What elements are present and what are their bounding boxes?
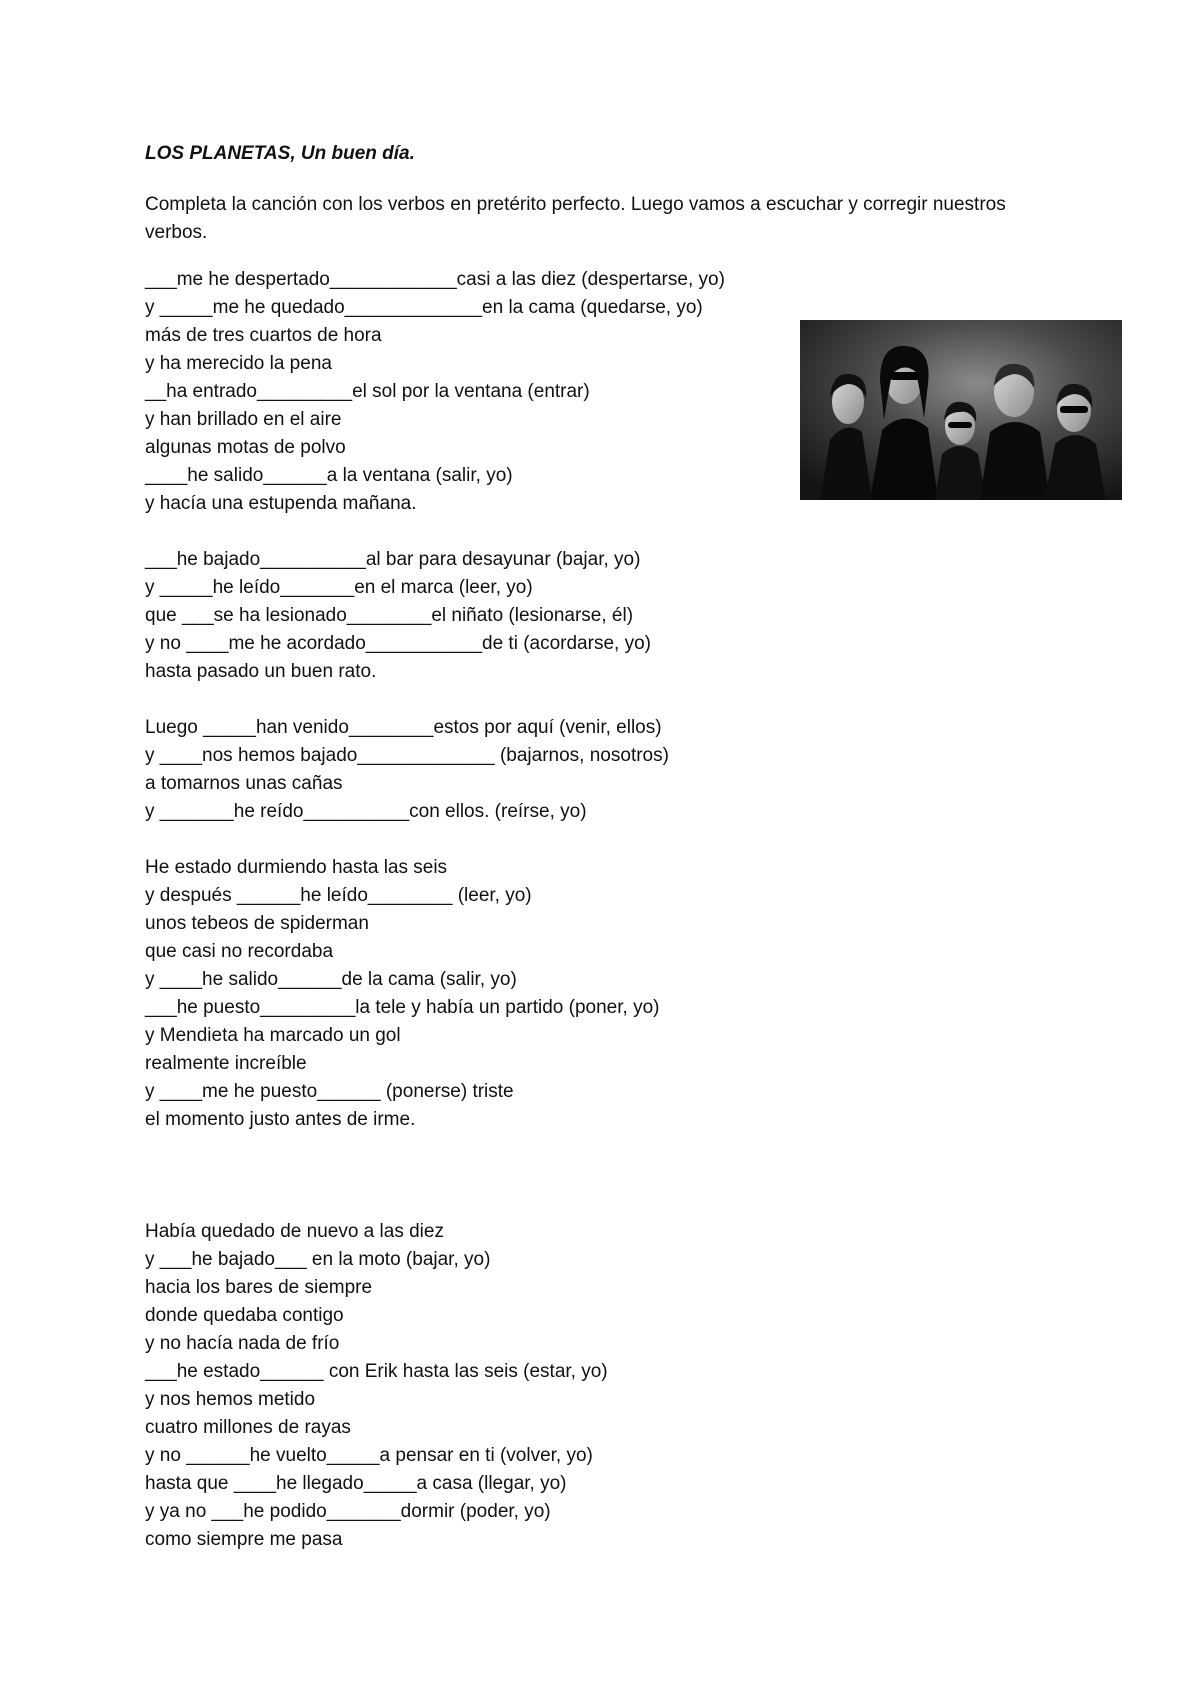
lyric-line: y ____he salido______de la cama (salir, yo) xyxy=(145,969,517,990)
lyric-line: que ___se ha lesionado________el niñato (lesionarse, él) xyxy=(145,605,634,626)
lyric-line: y ___he bajado___ en la moto (bajar, yo) xyxy=(145,1249,491,1270)
lyric-line: y _____he leído_______en el marca (leer, yo) xyxy=(145,577,533,598)
lyric-line: Había quedado de nuevo a las diez xyxy=(145,1221,444,1242)
lyric-line: y ____me he puesto______ (ponerse) triste xyxy=(145,1081,514,1102)
lyric-line: más de tres cuartos de hora xyxy=(145,325,382,346)
lyric-line: hasta pasado un buen rato. xyxy=(145,661,377,682)
lyric-line: y ha merecido la pena xyxy=(145,353,332,374)
lyric-line: Luego _____han venido________estos por aquí (venir, ellos) xyxy=(145,717,662,738)
lyric-line: y han brillado en el aire xyxy=(145,409,342,430)
lyric-line: y _______he reído__________con ellos. (reírse, yo) xyxy=(145,801,587,822)
lyric-line: ____he salido______a la ventana (salir, yo) xyxy=(145,465,513,486)
lyric-line: y no hacía nada de frío xyxy=(145,1333,340,1354)
lyric-line: algunas motas de polvo xyxy=(145,437,346,458)
lyric-line: y _____me he quedado_____________en la cama (quedarse, yo) xyxy=(145,297,703,318)
lyric-line: hasta que ____he llegado_____a casa (llegar, yo) xyxy=(145,1473,567,1494)
worksheet-title: LOS PLANETAS, Un buen día. xyxy=(145,143,415,164)
lyric-line: que casi no recordaba xyxy=(145,941,334,962)
lyric-line: y no ____me he acordado___________de ti (acordarse, yo) xyxy=(145,633,651,654)
lyric-line: ___he puesto_________la tele y había un partido (poner, yo) xyxy=(145,997,660,1018)
lyric-line: como siempre me pasa xyxy=(145,1529,343,1550)
lyric-line: y hacía una estupenda mañana. xyxy=(145,493,417,514)
lyric-line: y no ______he vuelto_____a pensar en ti (volver, yo) xyxy=(145,1445,593,1466)
lyric-line: __ha entrado_________el sol por la ventana (entrar) xyxy=(145,381,590,402)
lyric-line: ___he bajado__________al bar para desayunar (bajar, yo) xyxy=(145,549,641,570)
lyric-line: donde quedaba contigo xyxy=(145,1305,344,1326)
lyric-line: cuatro millones de rayas xyxy=(145,1417,351,1438)
lyric-line: y después ______he leído________ (leer, yo) xyxy=(145,885,532,906)
instructions: Completa la canción con los verbos en pretérito perfecto. Luego vamos a escuchar y corregir nuestros verbos. xyxy=(145,194,1006,243)
lyric-line: y ____nos hemos bajado_____________ (bajarnos, nosotros) xyxy=(145,745,669,766)
lyric-line: ___me he despertado____________casi a las diez (despertarse, yo) xyxy=(145,269,725,290)
band-photo-icon xyxy=(800,320,1122,500)
lyric-line: y nos hemos metido xyxy=(145,1389,316,1410)
lyric-line: el momento justo antes de irme. xyxy=(145,1109,416,1130)
lyric-line: y ya no ___he podido_______dormir (poder, yo) xyxy=(145,1501,551,1522)
lyric-line: realmente increíble xyxy=(145,1053,307,1074)
lyric-line: unos tebeos de spiderman xyxy=(145,913,369,934)
lyric-line: a tomarnos unas cañas xyxy=(145,773,343,794)
lyric-line: hacia los bares de siempre xyxy=(145,1277,373,1298)
lyric-line: ___he estado______ con Erik hasta las seis (estar, yo) xyxy=(145,1361,608,1382)
lyric-line: He estado durmiendo hasta las seis xyxy=(145,857,448,878)
lyric-line: y Mendieta ha marcado un gol xyxy=(145,1025,401,1046)
